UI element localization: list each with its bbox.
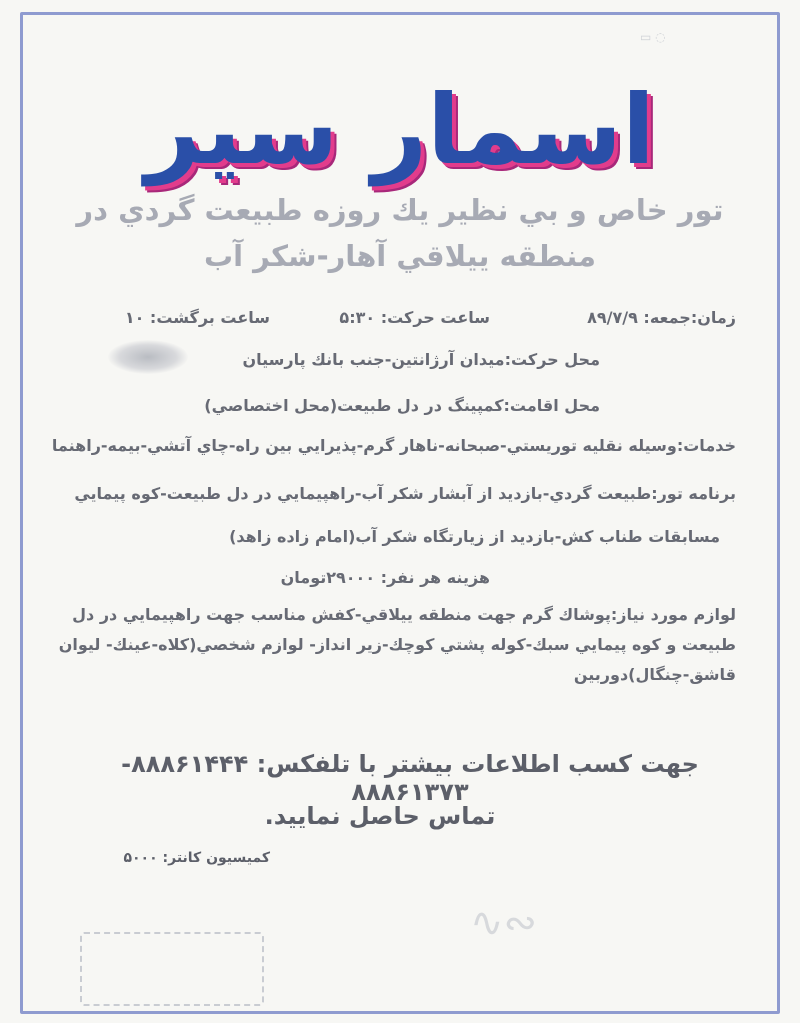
headline-line-2: منطقه ييلاقي آهار-شكر آب xyxy=(203,239,597,273)
contact-line-2: تماس حاصل نماييد. xyxy=(264,802,496,830)
faded-stamp xyxy=(80,932,264,1006)
tour-date: زمان:جمعه: ۸۹/۷/۹ xyxy=(587,308,736,327)
program-line-1: برنامه تور:طبيعت گردي-بازديد از آبشار شكر آب-راهپيمايي در دل طبيعت-كوه پيمايي xyxy=(74,484,736,503)
headline-line-1: تور خاص و بي نظير يك روزه طبيعت گردي در xyxy=(76,193,724,227)
accommodation: محل اقامت:كمپينگ در دل طبيعت(محل اختصاصي) xyxy=(204,396,600,415)
departure-time: ساعت حركت: ۵:۳۰ xyxy=(339,308,490,327)
agency-logo: اسمار سیر xyxy=(145,74,655,186)
equipment-line-3: قاشق-چنگال)دوربين xyxy=(573,665,736,684)
faded-signature: ∿∾ xyxy=(470,900,538,946)
services: خدمات:وسيله نقليه توريستي-صبحانه-ناهار گرم-پذيرايي بين راه-چاي آتشي-بيمه-راهنما xyxy=(51,436,736,455)
contact-line-1: جهت كسب اطلاعات بيشتر با تلفكس: ۸۸۸۶۱۴۴۴- ۸۸۸۶۱۳۷۳ xyxy=(121,750,699,806)
departure-place: محل حركت:ميدان آرژانتين-جنب بانك پارسيان xyxy=(242,350,600,369)
equipment-line-1: لوازم مورد نياز:پوشاك گرم جهت منطقه ييلاقي-كفش مناسب جهت راهپيمايي در دل xyxy=(72,605,736,624)
equipment-line-2: طبيعت و كوه پيمايي سبك-كوله پشتي كوچك-زير انداز- لوازم شخصي(كلاه-عينك- ليوان xyxy=(58,635,736,654)
return-time: ساعت برگشت: ۱۰ xyxy=(124,308,270,327)
cost-per-person: هزينه هر نفر: ۲۹۰۰۰تومان xyxy=(280,568,490,587)
ink-smudge xyxy=(108,340,188,374)
program-line-2: مسابقات طناب كش-بازديد از زيارتگاه شكر آب(امام زاده زاهد) xyxy=(229,527,720,546)
faded-stamp-mark: ▭ ◌ xyxy=(640,30,666,44)
counter-commission: كميسيون كانتر: ۵۰۰۰ xyxy=(123,850,270,866)
